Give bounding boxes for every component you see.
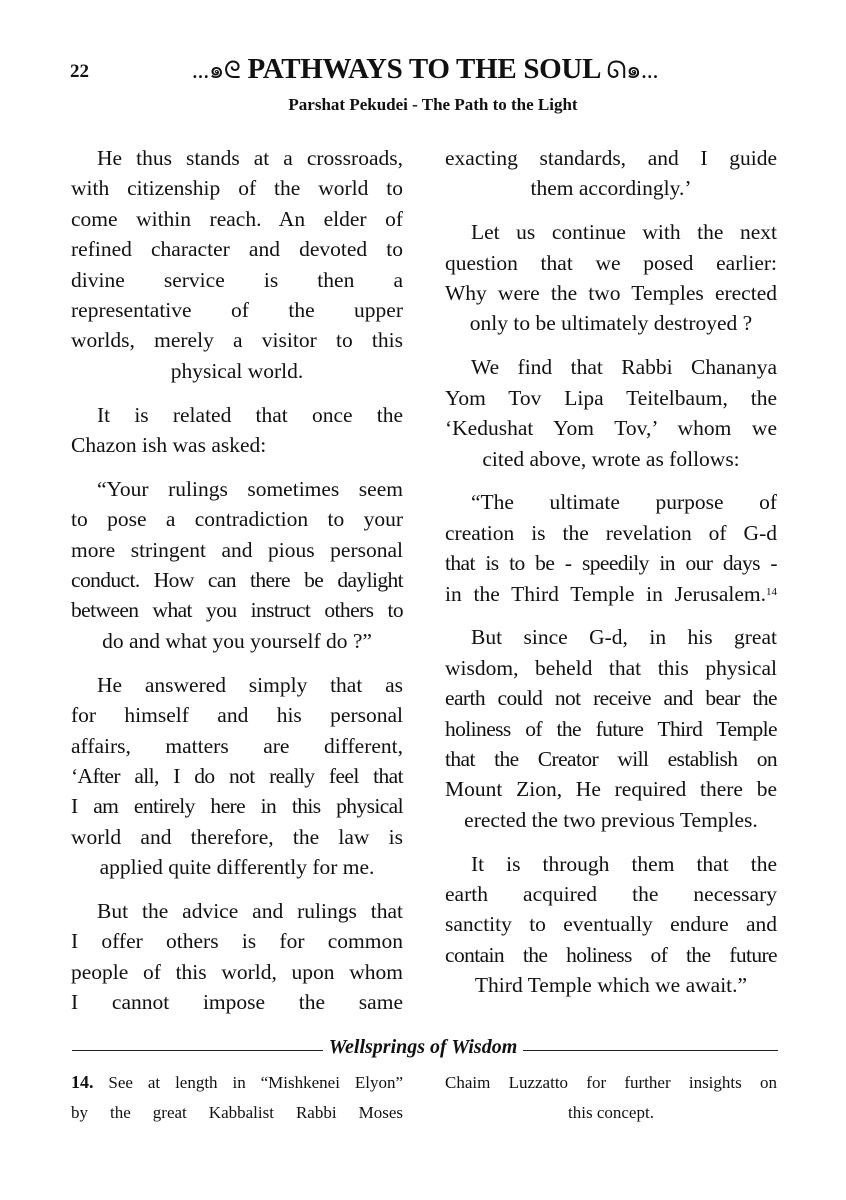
text-line: “Your rulings sometimes seem xyxy=(97,476,403,501)
text-line: Chazon ish was asked: xyxy=(71,433,267,458)
paragraph xyxy=(71,474,403,656)
footnote-line: by the great Kabbalist Rabbi Moses xyxy=(71,1103,403,1123)
ornament-right-icon: ᘏ๑... xyxy=(606,58,659,84)
text-line: for himself and his personal xyxy=(71,703,403,728)
text-line: ‘After all, I do not really feel that xyxy=(71,763,403,788)
text-line: affairs, matters are different, xyxy=(71,733,403,758)
text-line: contain the holiness of the future xyxy=(445,942,777,967)
paragraph xyxy=(71,143,403,386)
text-line: representative of the upper xyxy=(71,297,403,322)
text-line: wisdom, beheld that this physical xyxy=(445,655,777,680)
text-line: earth acquired the necessary xyxy=(445,882,777,907)
footnote-line: Chaim Luzzatto for further insights on xyxy=(445,1073,777,1092)
wellsprings-label: Wellsprings of Wisdom xyxy=(323,1036,524,1058)
paragraph xyxy=(71,670,403,883)
footnote-right xyxy=(445,1070,777,1131)
paragraph xyxy=(445,622,777,835)
text-line: He answered simply that as xyxy=(97,672,403,697)
text-line: I offer others is for common xyxy=(71,929,403,954)
text-line: question that we posed earlier: xyxy=(445,250,777,275)
footnote-left xyxy=(71,1070,403,1131)
text-line: in the Third Temple in Jerusalem.$^{14}$ xyxy=(445,581,777,606)
paragraph xyxy=(445,352,777,474)
text-line: people of this world, upon whom xyxy=(71,959,403,984)
text-line: sanctity to eventually endure and xyxy=(445,912,777,937)
text-line: But since G-d, in his great xyxy=(471,625,777,650)
text-line: ‘Kedushat Yom Tov,’ whom we xyxy=(445,416,777,441)
text-line: world and therefore, the law is xyxy=(71,824,403,849)
book-title: PATHWAYS TO THE SOUL xyxy=(247,53,600,85)
text-line: refined character and devoted to xyxy=(71,237,403,262)
text-line: Mount Zion, He required there be xyxy=(445,777,777,802)
text-line: between what you instruct others to xyxy=(71,598,403,623)
text-line: conduct. How can there be daylight xyxy=(71,568,403,593)
text-line: holiness of the future Third Temple xyxy=(445,716,777,741)
paragraph xyxy=(445,849,777,1001)
text-line: more stringent and pious personal xyxy=(71,537,403,562)
text-line: physical world. xyxy=(170,358,304,383)
text-line: It is related that once the xyxy=(97,402,403,427)
text-line: Third Temple which we await.” xyxy=(474,973,748,998)
chapter-subtitle: Parshat Pekudei - The Path to the Light xyxy=(288,95,578,114)
text-line: I cannot impose the same xyxy=(71,990,403,1015)
footnote-ref[interactable]: 14 xyxy=(766,585,777,598)
text-line: But the advice and rulings that xyxy=(97,898,403,923)
footnote-number: 14. xyxy=(71,1072,94,1092)
text-line: only to be ultimately destroyed ? xyxy=(469,311,753,336)
text-line: It is through them that the xyxy=(471,851,777,876)
text-line: do and what you yourself do ?” xyxy=(102,628,372,653)
text-line: We find that Rabbi Chananya xyxy=(471,355,777,380)
text-line: with citizenship of the world to xyxy=(71,176,403,201)
text-line: “The ultimate purpose of xyxy=(471,490,777,515)
text-line: exacting standards, and I guide xyxy=(445,146,777,170)
footnote-line: 14. See at length in “Mishkenei Elyon” xyxy=(71,1072,404,1092)
paragraph xyxy=(445,143,777,204)
paragraph xyxy=(71,896,403,1018)
paragraph xyxy=(445,487,777,609)
text-line: divine service is then a xyxy=(71,267,403,292)
text-line: to pose a contradiction to your xyxy=(71,507,403,532)
text-line: cited above, wrote as follows: xyxy=(482,446,740,471)
text-line: Why were the two Temples erected xyxy=(445,281,777,306)
text-line: erected the two previous Temples. xyxy=(464,807,758,832)
text-line: applied quite differently for me. xyxy=(99,855,375,880)
page-number: 22 xyxy=(70,61,89,82)
text-line: come within reach. An elder of xyxy=(71,206,403,231)
text-line: Yom Tov Lipa Teitelbaum, the xyxy=(445,385,777,410)
text-column-right xyxy=(445,143,777,1014)
text-line: them accordingly.’ xyxy=(530,176,692,201)
text-line: worlds, merely a visitor to this xyxy=(71,328,403,353)
text-line: that is to be - speedily in our days - xyxy=(445,551,777,576)
text-line: that the Creator will establish on xyxy=(445,747,777,772)
ornament-left-icon: ...๑ᘓ xyxy=(191,58,241,84)
text-line: creation is the revelation of G-d xyxy=(445,520,777,545)
paragraph xyxy=(445,217,777,339)
footnote-line: this concept. xyxy=(568,1103,654,1123)
text-line: earth could not receive and bear the xyxy=(445,686,777,711)
text-line: I am entirely here in this physical xyxy=(71,794,403,819)
paragraph xyxy=(71,400,403,461)
footer-section-label xyxy=(0,1036,846,1059)
text-line: Let us continue with the next xyxy=(471,220,777,245)
running-title xyxy=(130,50,720,89)
text-column-left xyxy=(71,143,403,1031)
text-line: He thus stands at a crossroads, xyxy=(97,146,403,170)
